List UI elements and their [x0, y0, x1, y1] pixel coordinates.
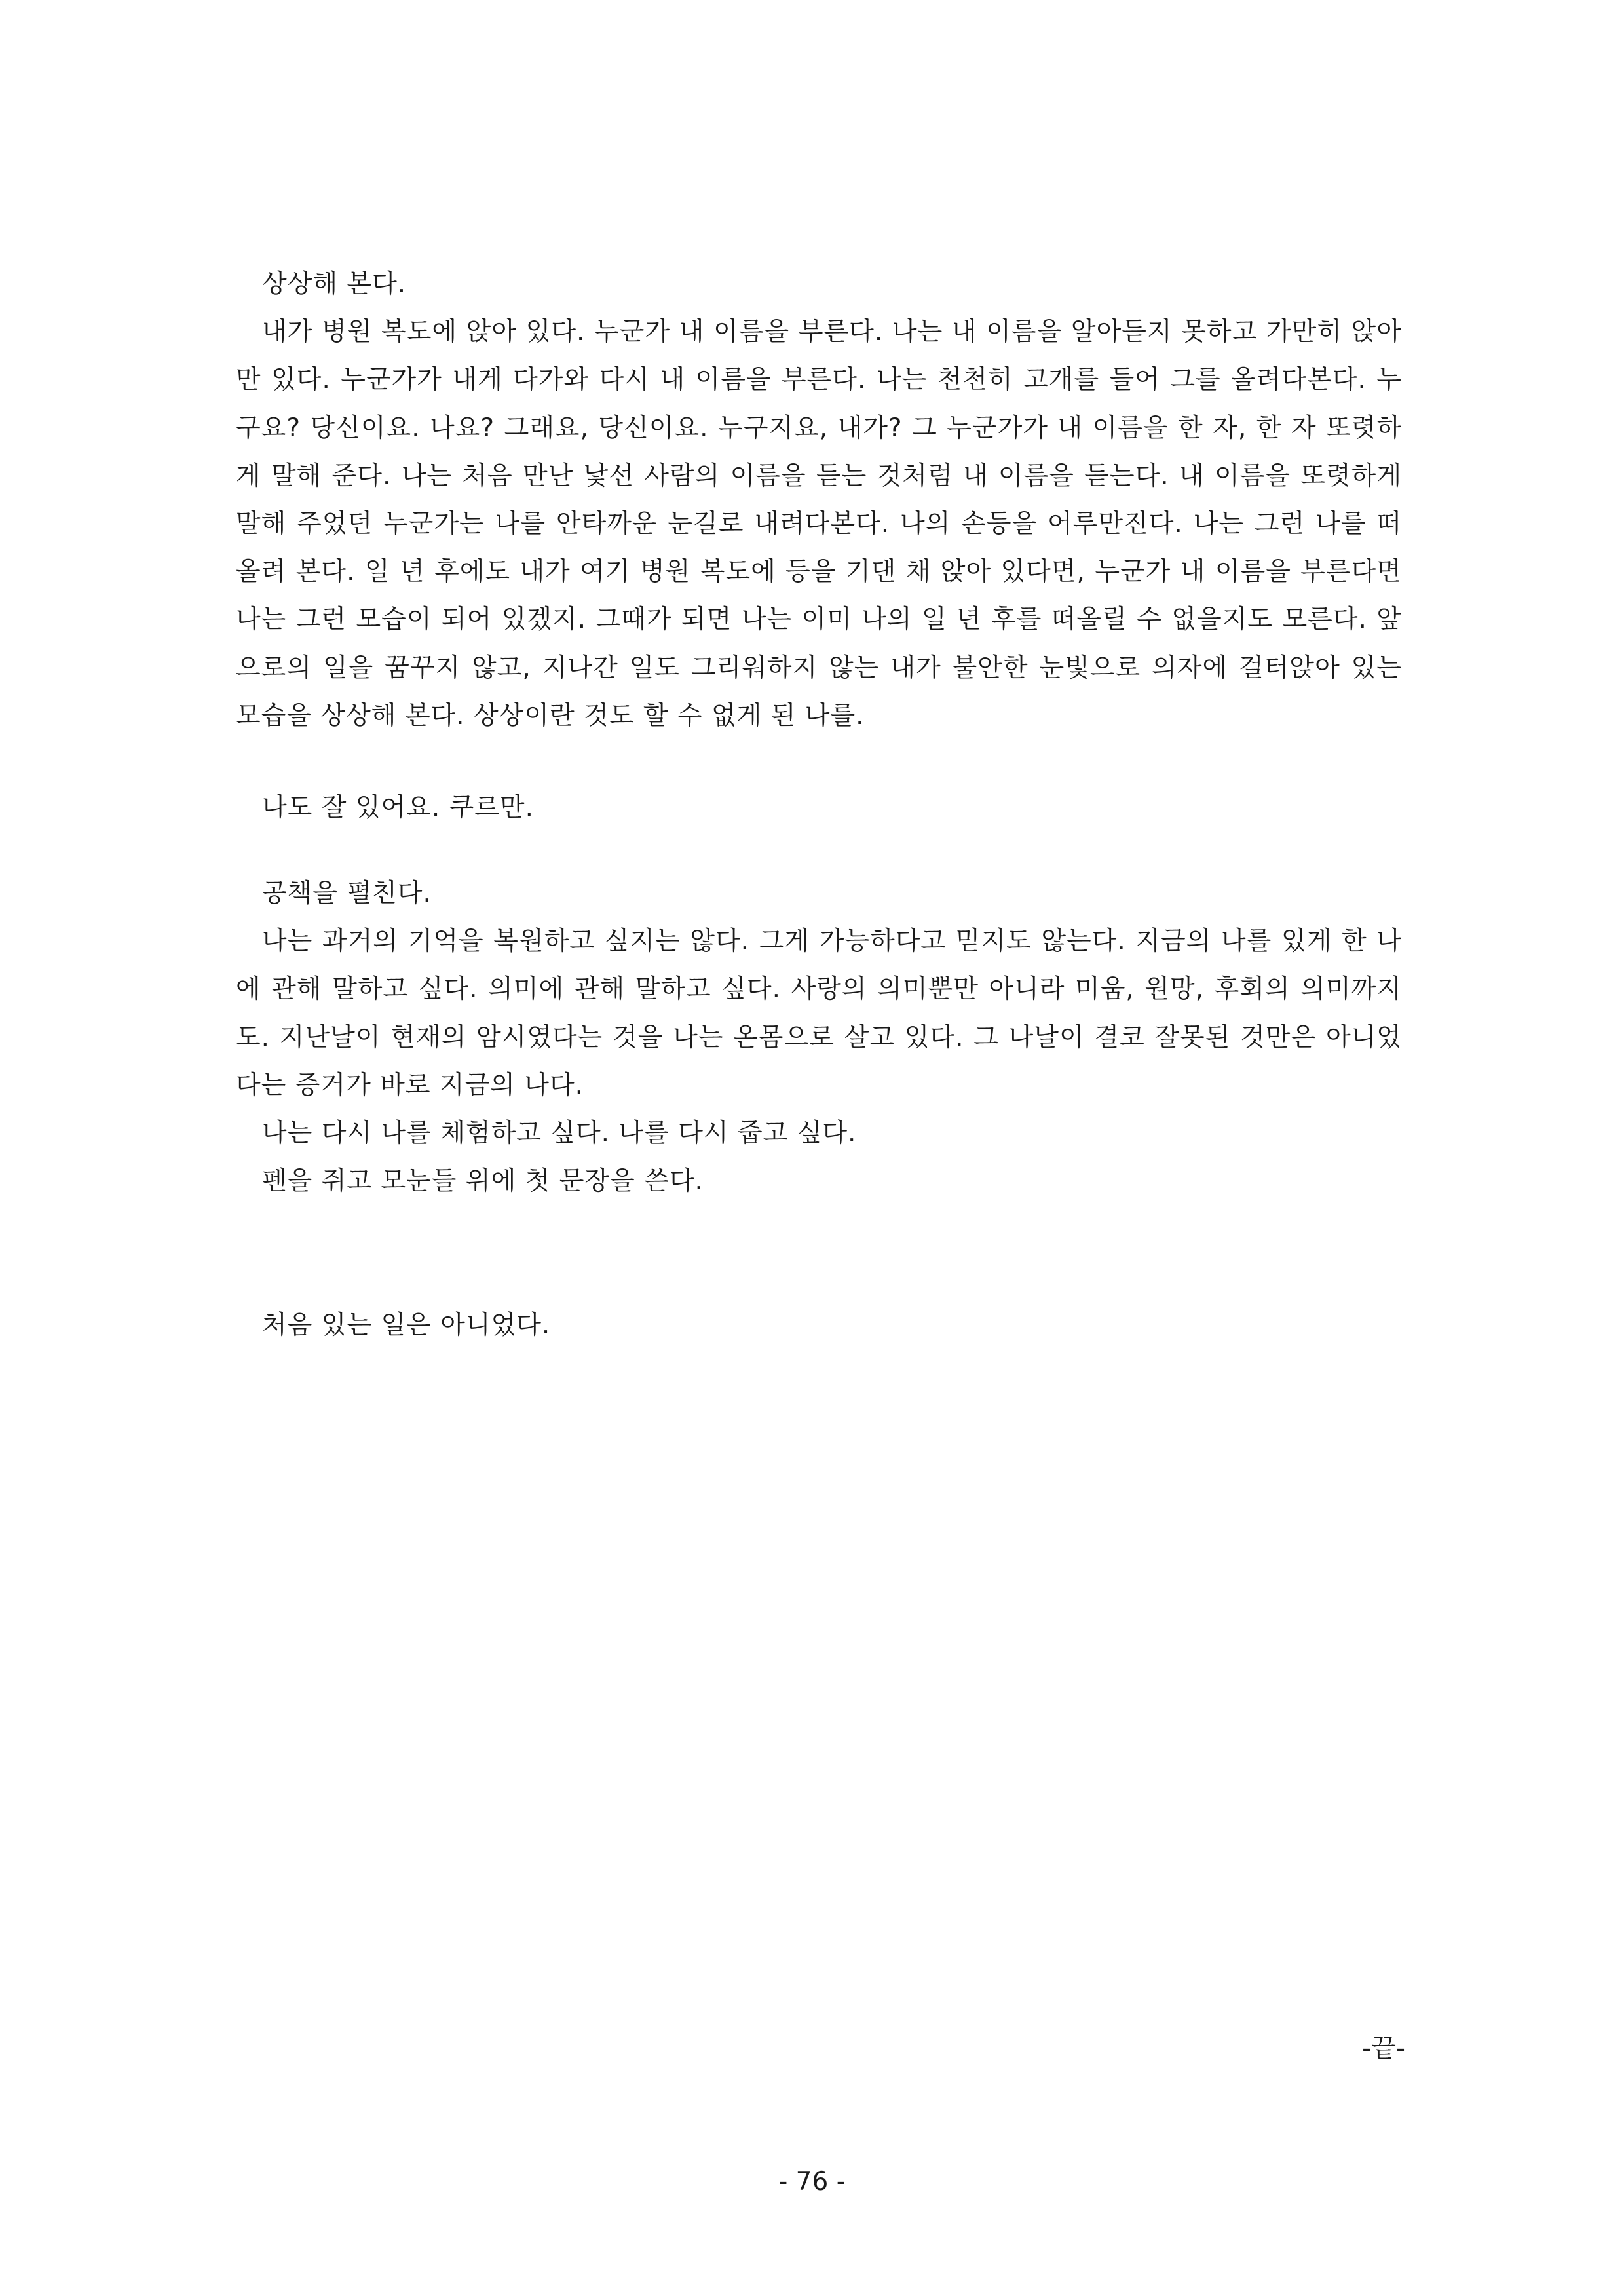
text-section-1: [236, 260, 1402, 740]
page-number: - 76 -: [778, 2167, 846, 2196]
paragraph: 내가 병원 복도에 앉아 있다. 누군가 내 이름을 부른다. 나는 내 이름을 알아듣지 못하고 가만히 앉아만 있다. 누군가가 내게 다가와 다시 내 이름을 부른다. 나는 천천히 고개를 들어 그를 올려다본다. 누구요? 당신이요. 나요? 그래요, 당신이요. 누구지요, 내가? 그 누군가가 내 이름을 한 자, 한 자 또렷하게 말해 준다. 나는 처음 만난 낯선 사람의 이름을 듣는 것처럼 내 이름을 듣는다. 내 이름을 또렷하게 말해 주었던 누군가는 나를 안타까운 눈길로 내려다본다. 나의 손등을 어루만진다. 나는 그런 나를 떠올려 본다. 일 년 후에도 내가 여기 병원 복도에 등을 기댄 채 앉아 있다면, 누군가 내 이름을 부른다면 나는 그런 모습이 되어 있겠지. 그때가 되면 나는 이미 나의 일 년 후를 떠올릴 수 없을지도 모른다. 앞으로의 일을 꿈꾸지 않고, 지나간 일도 그리워하지 않는 내가 불안한 눈빛으로 의자에 걸터앉아 있는 모습을 상상해 본다. 상상이란 것도 할 수 없게 된 나를.: [236, 317, 1402, 731]
paragraph: 펜을 쥐고 모눈들 위에 첫 문장을 쓴다.: [262, 1166, 704, 1196]
end-mark: -끝-: [1362, 2034, 1405, 2063]
paragraph: 공책을 펼친다.: [262, 879, 432, 908]
text-section-2: [236, 784, 1402, 832]
paragraph: 상상해 본다.: [262, 269, 407, 299]
paragraph: 나도 잘 있어요. 쿠르만.: [262, 793, 535, 822]
paragraph: 나는 과거의 기억을 복원하고 싶지는 않다. 그게 가능하다고 믿지도 않는다. 지금의 나를 있게 한 나에 관해 말하고 싶다. 의미에 관해 말하고 싶다. 사랑의 의미뿐만 아니라 미움, 원망, 후회의 의미까지도. 지난날이 현재의 암시였다는 것을 나는 온몸으로 살고 있다. 그 나날이 결코 잘못된 것만은 아니었다는 증거가 바로 지금의 나다.: [236, 927, 1402, 1100]
text-section-3: [236, 870, 1402, 1205]
paragraph: 나는 다시 나를 체험하고 싶다. 나를 다시 줍고 싶다.: [262, 1119, 857, 1149]
paragraph: 처음 있는 일은 아니었다.: [262, 1311, 551, 1340]
text-section-4: [236, 1301, 1402, 1349]
